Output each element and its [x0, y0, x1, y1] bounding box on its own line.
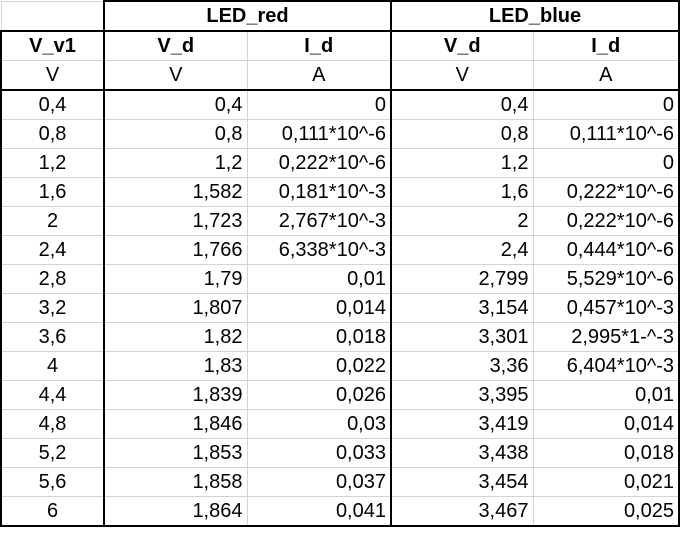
cell-red-i-d[interactable]: 0,01 [247, 265, 391, 294]
table-row [1, 410, 679, 439]
unit-blue-v-d[interactable]: V [391, 61, 533, 91]
cell-red-v-d[interactable]: 1,853 [104, 439, 247, 468]
cell-blue-v-d[interactable]: 0,8 [391, 120, 533, 149]
cell-red-i-d[interactable]: 0,03 [247, 410, 391, 439]
cell-red-v-d[interactable]: 1,807 [104, 294, 247, 323]
cell-blue-i-d[interactable]: 0,025 [533, 497, 679, 527]
cell-blue-v-d[interactable]: 3,454 [391, 468, 533, 497]
cell-red-v-d[interactable]: 1,83 [104, 352, 247, 381]
table-row [1, 90, 679, 120]
header-red-v-d[interactable]: V_d [104, 31, 247, 61]
cell-blue-v-d[interactable]: 3,438 [391, 439, 533, 468]
cell-v-v1[interactable]: 2,8 [1, 265, 104, 294]
cell-v-v1[interactable]: 2,4 [1, 236, 104, 265]
cell-v-v1[interactable]: 3,6 [1, 323, 104, 352]
cell-v-v1[interactable]: 4,4 [1, 381, 104, 410]
cell-red-i-d[interactable]: 0,026 [247, 381, 391, 410]
table-row [1, 439, 679, 468]
cell-v-v1[interactable]: 4,8 [1, 410, 104, 439]
column-header-row [1, 31, 679, 61]
cell-red-v-d[interactable]: 0,8 [104, 120, 247, 149]
cell-red-v-d[interactable]: 0,4 [104, 90, 247, 120]
cell-red-i-d[interactable]: 0 [247, 90, 391, 120]
cell-red-i-d[interactable]: 0,018 [247, 323, 391, 352]
cell-v-v1[interactable]: 6 [1, 497, 104, 527]
cell-v-v1[interactable]: 3,2 [1, 294, 104, 323]
header-v-v1[interactable]: V_v1 [1, 31, 104, 61]
cell-v-v1[interactable]: 1,2 [1, 149, 104, 178]
cell-blue-i-d[interactable]: 2,995*1-^-3 [533, 323, 679, 352]
cell-red-v-d[interactable]: 1,839 [104, 381, 247, 410]
cell-v-v1[interactable]: 5,6 [1, 468, 104, 497]
unit-v-v1[interactable]: V [1, 61, 104, 91]
header-blue-v-d[interactable]: V_d [391, 31, 533, 61]
cell-blue-i-d[interactable]: 0 [533, 90, 679, 120]
cell-red-v-d[interactable]: 1,766 [104, 236, 247, 265]
cell-blue-v-d[interactable]: 2,4 [391, 236, 533, 265]
cell-blue-i-d[interactable]: 6,404*10^-3 [533, 352, 679, 381]
cell-blue-i-d[interactable]: 0,444*10^-6 [533, 236, 679, 265]
cell-v-v1[interactable]: 5,2 [1, 439, 104, 468]
table-row [1, 149, 679, 178]
group-led-red[interactable]: LED_red [104, 1, 391, 31]
cell-blue-v-d[interactable]: 3,395 [391, 381, 533, 410]
cell-blue-i-d[interactable]: 0,018 [533, 439, 679, 468]
cell-red-v-d[interactable]: 1,858 [104, 468, 247, 497]
table-row [1, 352, 679, 381]
table-row [1, 265, 679, 294]
cell-red-i-d[interactable]: 0,033 [247, 439, 391, 468]
table-row [1, 497, 679, 527]
table-row [1, 120, 679, 149]
cell-v-v1[interactable]: 1,6 [1, 178, 104, 207]
cell-red-i-d[interactable]: 0,181*10^-3 [247, 178, 391, 207]
cell-blue-i-d[interactable]: 0,222*10^-6 [533, 207, 679, 236]
cell-red-v-d[interactable]: 1,582 [104, 178, 247, 207]
unit-row [1, 61, 679, 91]
cell-blue-i-d[interactable]: 0,01 [533, 381, 679, 410]
cell-red-v-d[interactable]: 1,2 [104, 149, 247, 178]
cell-red-i-d[interactable]: 0,037 [247, 468, 391, 497]
cell-red-v-d[interactable]: 1,723 [104, 207, 247, 236]
cell-blue-i-d[interactable]: 0,222*10^-6 [533, 178, 679, 207]
group-led-blue[interactable]: LED_blue [391, 1, 679, 31]
cell-red-i-d[interactable]: 0,022 [247, 352, 391, 381]
table-row [1, 294, 679, 323]
table-row [1, 207, 679, 236]
cell-red-i-d[interactable]: 2,767*10^-3 [247, 207, 391, 236]
cell-v-v1[interactable]: 2 [1, 207, 104, 236]
cell-blue-v-d[interactable]: 3,154 [391, 294, 533, 323]
cell-blue-v-d[interactable]: 2,799 [391, 265, 533, 294]
cell-red-v-d[interactable]: 1,864 [104, 497, 247, 527]
cell-blue-i-d[interactable]: 0,457*10^-3 [533, 294, 679, 323]
table-row [1, 236, 679, 265]
unit-red-v-d[interactable]: V [104, 61, 247, 91]
table-row [1, 323, 679, 352]
cell-blue-i-d[interactable]: 5,529*10^-6 [533, 265, 679, 294]
cell-red-i-d[interactable]: 0,041 [247, 497, 391, 527]
cell-blue-v-d[interactable]: 1,6 [391, 178, 533, 207]
cell-red-v-d[interactable]: 1,846 [104, 410, 247, 439]
cell-red-i-d[interactable]: 6,338*10^-3 [247, 236, 391, 265]
cell-red-i-d[interactable]: 0,014 [247, 294, 391, 323]
cell-v-v1[interactable]: 0,4 [1, 90, 104, 120]
cell-blue-i-d[interactable]: 0,111*10^-6 [533, 120, 679, 149]
cell-blue-i-d[interactable]: 0,021 [533, 468, 679, 497]
cell-red-i-d[interactable]: 0,222*10^-6 [247, 149, 391, 178]
table-row [1, 178, 679, 207]
header-blue-i-d[interactable]: I_d [533, 31, 679, 61]
cell-red-v-d[interactable]: 1,79 [104, 265, 247, 294]
cell-blue-v-d[interactable]: 0,4 [391, 90, 533, 120]
cell-red-i-d[interactable]: 0,111*10^-6 [247, 120, 391, 149]
header-red-i-d[interactable]: I_d [247, 31, 391, 61]
table-row [1, 468, 679, 497]
cell-v-v1[interactable]: 4 [1, 352, 104, 381]
group-header-row [1, 1, 679, 31]
table-row [1, 381, 679, 410]
cell-blue-v-d[interactable]: 1,2 [391, 149, 533, 178]
cell-blue-v-d[interactable]: 3,419 [391, 410, 533, 439]
cell-blue-v-d[interactable]: 3,36 [391, 352, 533, 381]
unit-red-i-d[interactable]: A [247, 61, 391, 91]
cell-blue-v-d[interactable]: 2 [391, 207, 533, 236]
cell-blue-i-d[interactable]: 0,014 [533, 410, 679, 439]
cell-red-v-d[interactable]: 1,82 [104, 323, 247, 352]
cell-blue-i-d[interactable]: 0 [533, 149, 679, 178]
unit-blue-i-d[interactable]: A [533, 61, 679, 91]
cell-blue-v-d[interactable]: 3,301 [391, 323, 533, 352]
cell-blue-v-d[interactable]: 3,467 [391, 497, 533, 527]
corner-cell[interactable] [1, 1, 104, 31]
cell-v-v1[interactable]: 0,8 [1, 120, 104, 149]
